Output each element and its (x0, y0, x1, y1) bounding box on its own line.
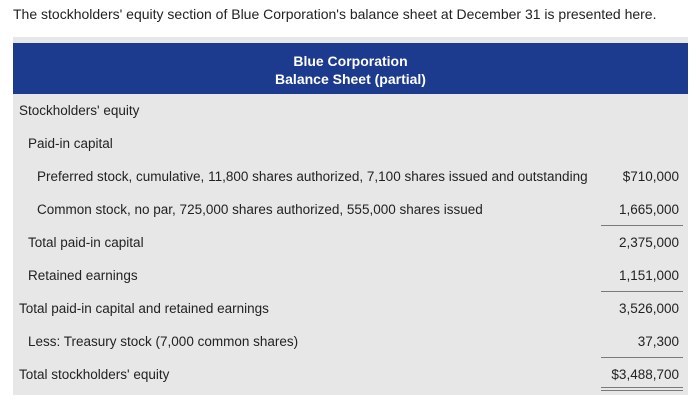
balance-sheet-panel (13, 37, 688, 395)
row-label-common-stock: Common stock, no par, 725,000 shares authorized, 555,000 shares issued (37, 202, 483, 217)
amount-common-stock: 1,665,000 (618, 202, 679, 217)
row-label-total-stockholders-equity: Total stockholders' equity (19, 367, 170, 382)
underline-common-stock (601, 225, 683, 226)
statement-title: Balance Sheet (partial) (275, 71, 426, 87)
company-name: Blue Corporation (293, 53, 408, 69)
intro-text: The stockholders' equity section of Blue Corporation's balance sheet at December 31 is presented here. (13, 6, 657, 22)
row-label-paid-in-capital: Paid-in capital (28, 136, 113, 151)
amount-total-paid-in-and-retained: 3,526,000 (618, 301, 679, 316)
amount-treasury-stock: 37,300 (637, 334, 679, 349)
row-label-total-paid-in-and-retained: Total paid-in capital and retained earnings (19, 301, 269, 316)
amount-total-stockholders-equity: $3,488,700 (611, 367, 679, 382)
row-label-retained-earnings: Retained earnings (28, 268, 138, 283)
balance-sheet-header (13, 43, 688, 94)
row-label-treasury-stock: Less: Treasury stock (7,000 common shares) (28, 334, 299, 349)
row-label-preferred-stock: Preferred stock, cumulative, 11,800 shares authorized, 7,100 shares issued and outstanding (37, 169, 588, 184)
amount-preferred-stock: $710,000 (622, 169, 679, 184)
amount-total-paid-in-capital: 2,375,000 (618, 235, 679, 250)
double-underline-total (601, 387, 683, 391)
amount-retained-earnings: 1,151,000 (618, 268, 679, 283)
underline-retained-earnings (601, 291, 683, 292)
underline-treasury-stock (601, 357, 683, 358)
row-label-stockholders-equity: Stockholders' equity (19, 103, 140, 118)
row-label-total-paid-in-capital: Total paid-in capital (28, 235, 144, 250)
